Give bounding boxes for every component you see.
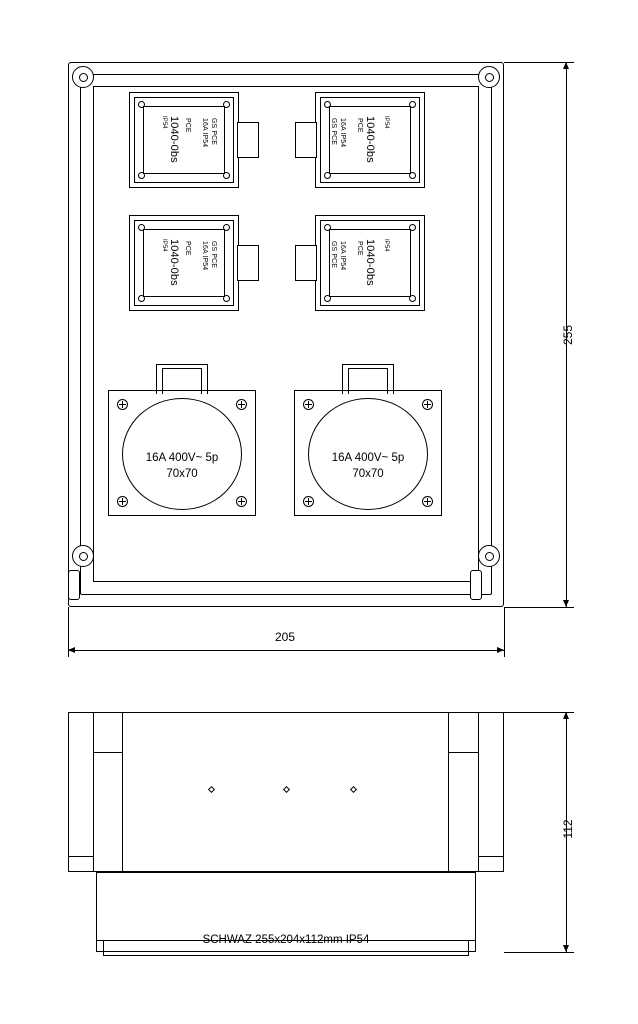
screw-hole-icon xyxy=(324,295,331,302)
dim-extension-bottom xyxy=(504,607,574,608)
dim-line-width-205 xyxy=(68,650,504,651)
side-view-rib-right-b xyxy=(478,712,479,872)
screw-icon xyxy=(236,496,247,507)
socket-model-label: 1040-0bs xyxy=(168,239,180,286)
mounting-lug-top-left xyxy=(72,66,94,88)
cee-size-label: 70x70 xyxy=(166,468,198,480)
socket-hinge-tab xyxy=(295,122,317,158)
screw-hole-icon xyxy=(138,172,145,179)
arrow-icon xyxy=(563,62,569,69)
screw-icon xyxy=(117,399,128,410)
socket-ip-label: IP54 xyxy=(161,239,167,252)
screw-hole-icon xyxy=(324,224,331,231)
dim-label-depth-112: 112 xyxy=(561,819,575,839)
screw-hole-icon xyxy=(138,295,145,302)
socket-hinge-tab xyxy=(295,245,317,281)
arrow-icon xyxy=(563,945,569,952)
dim-label-height-255: 255 xyxy=(561,324,575,346)
arrow-icon xyxy=(68,647,75,653)
socket-brand-label: GS PCE xyxy=(330,241,337,269)
screw-hole-icon xyxy=(409,224,416,231)
socket-ip-label: IP54 xyxy=(383,116,389,129)
socket-model-label: 1040-0bs xyxy=(168,116,180,163)
screw-icon xyxy=(303,496,314,507)
socket-rating-label: 16A IP54 xyxy=(201,118,208,148)
side-view-rib-right-cap xyxy=(448,752,478,753)
dim-label-width-205: 205 xyxy=(250,630,320,644)
socket-hinge-tab xyxy=(237,122,259,158)
socket-brand-label: GS PCE xyxy=(330,118,337,146)
socket-rating-label: 16A IP54 xyxy=(339,241,346,271)
screw-hole-icon xyxy=(223,295,230,302)
screw-icon xyxy=(236,399,247,410)
screw-icon xyxy=(117,496,128,507)
socket-mark-label: PCE xyxy=(356,118,363,133)
drawing-caption: SCHWAZ 255x204x112mm IP54 xyxy=(202,934,370,946)
socket-model-label: 1040-0bs xyxy=(364,116,376,163)
schuko-socket-top-left[interactable] xyxy=(129,92,239,188)
side-view-rib-left-b xyxy=(122,712,123,872)
arrow-icon xyxy=(563,712,569,719)
screw-hole-icon xyxy=(324,172,331,179)
socket-mark-label: PCE xyxy=(356,241,363,256)
socket-brand-label: GS PCE xyxy=(210,118,217,146)
side-view-rib-left-cap xyxy=(93,752,122,753)
cee-socket-right[interactable] xyxy=(294,364,442,516)
side-view-rib-left-a xyxy=(93,712,94,872)
screw-hole-icon xyxy=(223,101,230,108)
screw-hole-icon xyxy=(223,172,230,179)
screw-icon xyxy=(303,399,314,410)
cee-size-label: 70x70 xyxy=(352,468,384,480)
mounting-lug-top-right xyxy=(478,66,500,88)
arrow-icon xyxy=(497,647,504,653)
cee-rating-label: 16A 400V~ 5p xyxy=(331,452,405,464)
screw-hole-icon xyxy=(223,224,230,231)
cee-socket-left[interactable] xyxy=(108,364,256,516)
schuko-socket-top-right[interactable] xyxy=(315,92,425,188)
socket-mark-label: PCE xyxy=(184,241,191,256)
screw-icon xyxy=(422,496,433,507)
screw-icon xyxy=(422,399,433,410)
screw-hole-icon xyxy=(138,101,145,108)
schuko-socket-bottom-left[interactable] xyxy=(129,215,239,311)
hinge-bottom-left xyxy=(68,570,80,600)
screw-hole-icon xyxy=(409,295,416,302)
socket-model-label: 1040-0bs xyxy=(364,239,376,286)
dim-extension-side-bottom xyxy=(504,952,574,953)
socket-ip-label: IP54 xyxy=(383,239,389,252)
screw-hole-icon xyxy=(138,224,145,231)
hinge-bottom-right xyxy=(470,570,482,600)
mounting-lug-bottom-right xyxy=(478,545,500,567)
side-view-foot-right xyxy=(478,856,504,872)
mounting-lug-bottom-left xyxy=(72,545,94,567)
screw-hole-icon xyxy=(324,101,331,108)
socket-rating-label: 16A IP54 xyxy=(339,118,346,148)
schuko-socket-bottom-right[interactable] xyxy=(315,215,425,311)
arrow-icon xyxy=(563,600,569,607)
socket-ip-label: IP54 xyxy=(161,116,167,129)
side-view-foot-left xyxy=(68,856,94,872)
socket-mark-label: PCE xyxy=(184,118,191,133)
screw-hole-icon xyxy=(409,172,416,179)
socket-hinge-tab xyxy=(237,245,259,281)
side-view-rib-right-a xyxy=(448,712,449,872)
screw-hole-icon xyxy=(409,101,416,108)
dim-extension-right xyxy=(504,607,505,657)
socket-brand-label: GS PCE xyxy=(210,241,217,269)
socket-rating-label: 16A IP54 xyxy=(201,241,208,271)
cee-rating-label: 16A 400V~ 5p xyxy=(145,452,219,464)
